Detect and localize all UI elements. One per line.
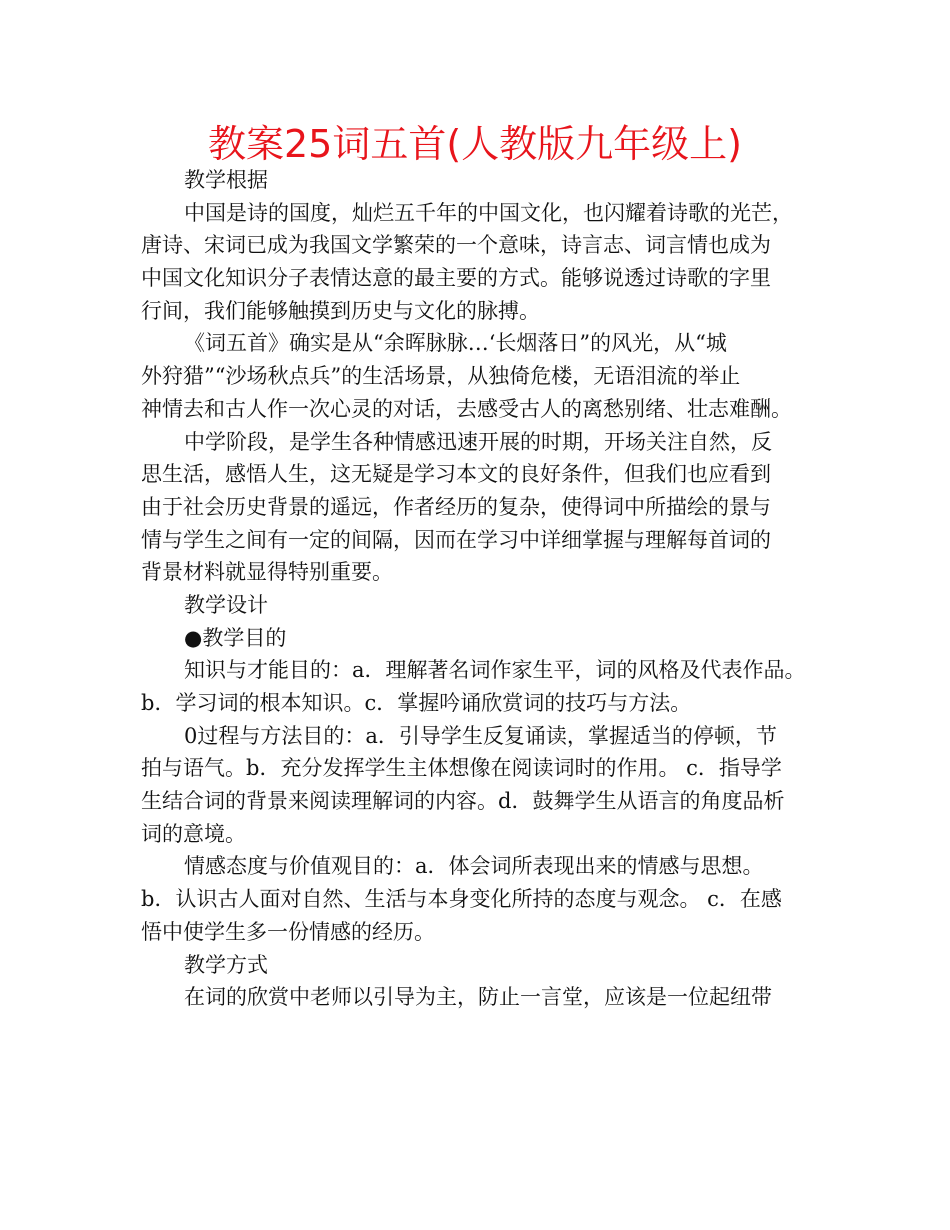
document-title: 教案25词五首(人教版九年级上) <box>207 122 742 166</box>
text-line: 《词五首》确实是从“余晖脉脉…‘长烟落日”的风光，从“城 <box>184 331 727 356</box>
text-line: 中国文化知识分子表情达意的最主要的方式。能够说透过诗歌的字里 <box>141 266 771 291</box>
text-line: 教学方式 <box>184 952 268 977</box>
text-line: 情感态度与价值观目的：a．体会词所表现出来的情感与思想。 <box>184 854 764 879</box>
text-line: 外狩猎”“沙场秋点兵”的生活场景，从独倚危楼，无语泪流的举止 <box>141 364 741 389</box>
text-line: 在词的欣赏中老师以引导为主，防止一言堂，应该是一位起纽带 <box>184 985 772 1010</box>
text-line: b．学习词的根本知识。c．掌握吟诵欣赏词的技巧与方法。 <box>141 691 692 715</box>
document-body <box>141 164 821 1014</box>
text-line: 行间，我们能够触摸到历史与文化的脉搏。 <box>141 298 540 323</box>
text-line: 中学阶段，是学生各种情感迅速开展的时期，开场关注自然，反 <box>184 429 772 454</box>
text-line: 神情去和古人作一次心灵的对话，去感受古人的离愁别绪、壮志难酬。 <box>141 396 792 421</box>
text-line: ●教学目的 <box>184 625 287 650</box>
text-line: 思生活，感悟人生，这无疑是学习本文的良好条件，但我们也应看到 <box>141 462 771 487</box>
text-line: 生结合词的背景来阅读理解词的内容。d．鼓舞学生从语言的角度品析 <box>141 789 785 814</box>
text-line: 0过程与方法目的：a．引导学生反复诵读，掌握适当的停顿，节 <box>184 723 777 748</box>
text-line: 悟中使学生多一份情感的经历。 <box>141 919 435 944</box>
text-line: 背景材料就显得特别重要。 <box>141 560 393 585</box>
text-line: 教学设计 <box>184 592 268 617</box>
text-line: 由于社会历史背景的遥远，作者经历的复杂，使得词中所描绘的景与 <box>141 494 771 519</box>
text-line: 知识与才能目的：a．理解著名词作家生平，词的风格及代表作品。 <box>184 658 806 683</box>
text-line: b．认识古人面对自然、生活与本身变化所持的态度与观念。 c．在感 <box>141 887 782 912</box>
text-line: 中国是诗的国度，灿烂五千年的中国文化，也闪耀着诗歌的光芒， <box>184 200 793 225</box>
text-line: 唐诗、宋词已成为我国文学繁荣的一个意味，诗言志、词言情也成为 <box>141 233 771 258</box>
text-line: 拍与语气。b．充分发挥学生主体想像在阅读词时的作用。 c．指导学 <box>141 756 782 781</box>
text-line: 词的意境。 <box>141 821 246 846</box>
text-line: 情与学生之间有一定的间隔，因而在学习中详细掌握与理解每首词的 <box>141 527 771 552</box>
text-line: 教学根据 <box>184 168 268 192</box>
